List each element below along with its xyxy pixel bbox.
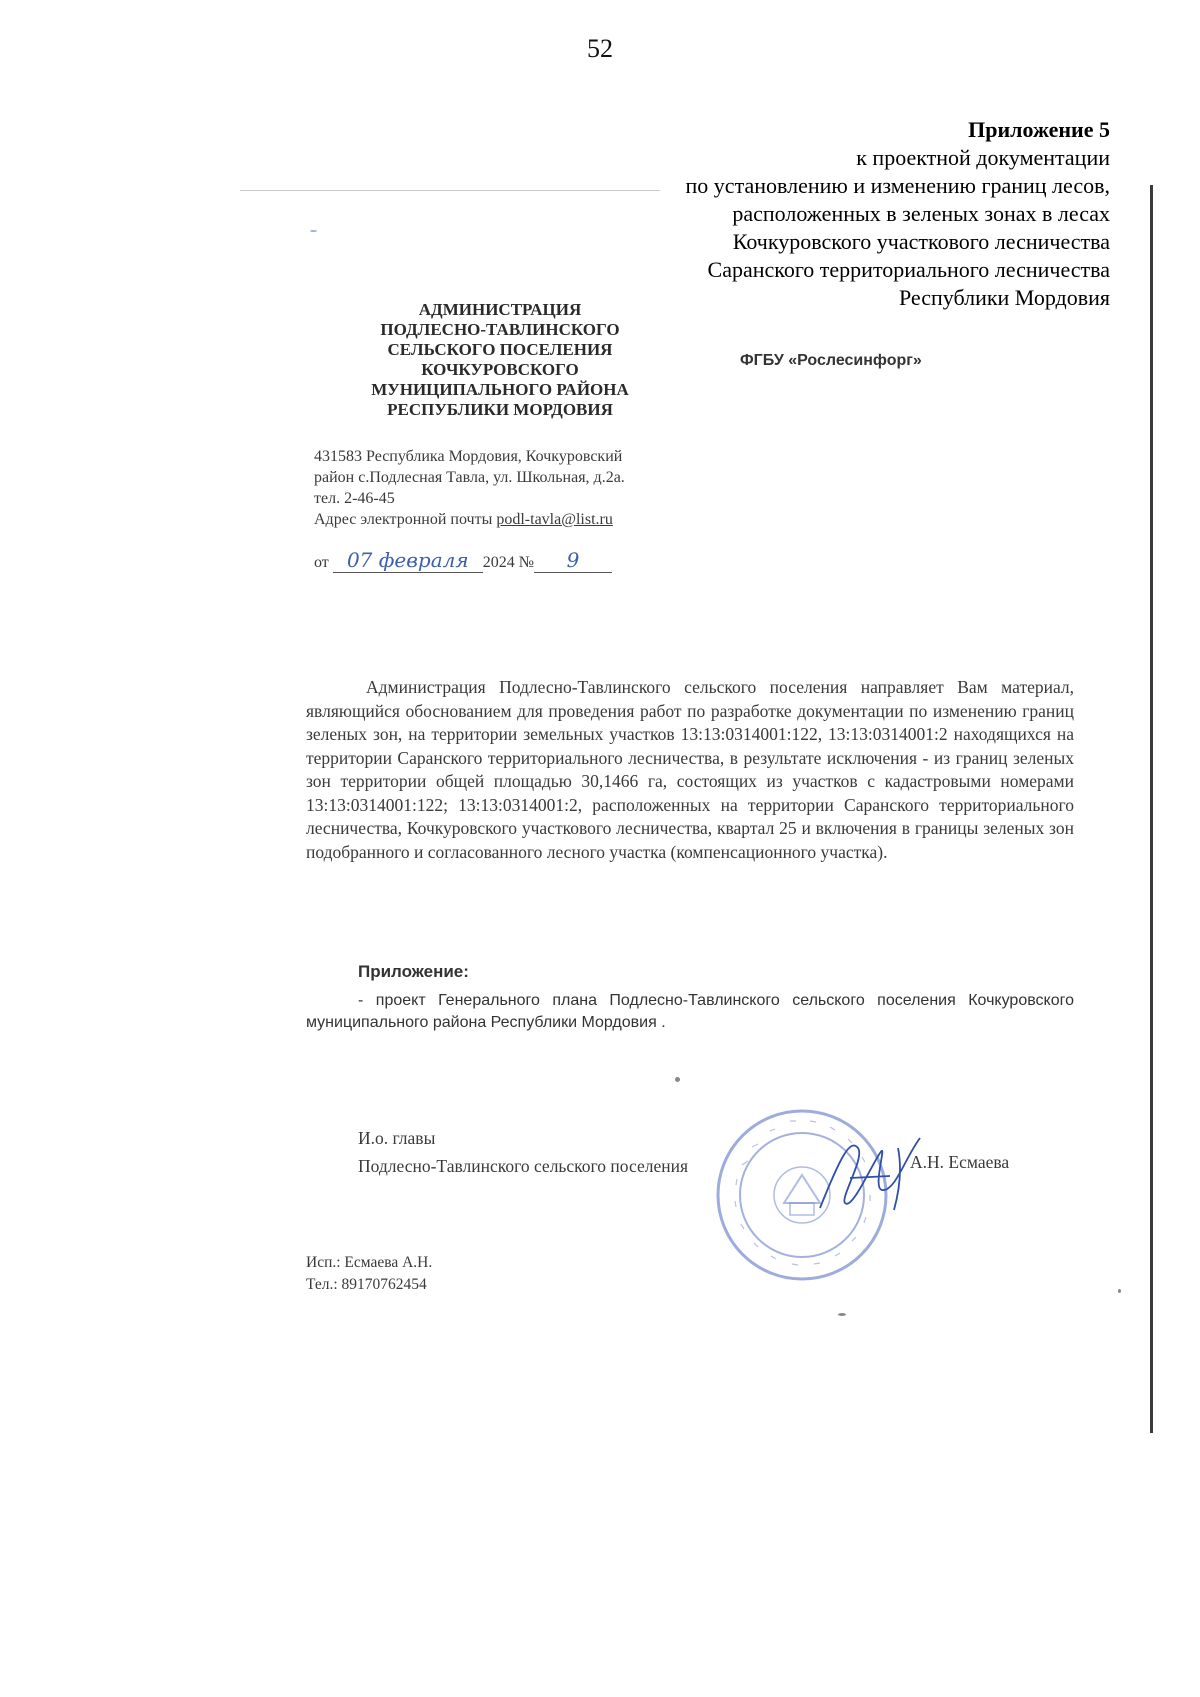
scan-edge-line [1150,185,1153,1433]
appendix-line: к проектной документации [856,145,1110,170]
email-link[interactable]: podl-tavla@list.ru [496,511,613,528]
org-line: СЕЛЬСКОГО ПОСЕЛЕНИЯ [387,340,613,359]
org-line: МУНИЦИПАЛЬНОГО РАЙОНА [371,380,629,399]
scan-speck [675,1077,680,1082]
appendix-line: по установлению и изменению границ лесов, [685,173,1110,198]
attachment-title: Приложение: [358,962,469,981]
org-line: РЕСПУБЛИКИ МОРДОВИЯ [387,400,613,419]
scan-edge-line [240,190,660,191]
address-line: 431583 Республика Мордовия, Кочкуровский [314,448,623,465]
signatory-role [358,1124,688,1180]
appendix-line: Республики Мордовия [898,285,1110,310]
appendix-title: Приложение 5 [968,117,1110,142]
attachment-text: - проект Генерального плана Подлесно-Тавлинского сельского поселения Кочкуровского муниципального района Республики Мордовия . [306,992,1074,1031]
org-line: ПОДЛЕСНО-ТАВЛИНСКОГО [380,320,620,339]
handwritten-signature [810,1128,930,1218]
appendix-header [686,116,1110,312]
ref-from-label: от [314,554,329,571]
executor-name: Исп.: Есмаева А.Н. [306,1254,433,1271]
sender-address [314,446,625,530]
scan-speck [838,1313,846,1316]
email-line [314,509,625,530]
address-line: тел. 2-46-45 [314,490,395,507]
scan-speck [310,230,317,232]
signatory-role-line: И.о. главы [358,1128,436,1148]
appendix-line: Кочкуровского участкового лесничества [732,229,1110,254]
address-line: район с.Подлесная Тавла, ул. Школьная, д.2а. [314,469,625,486]
signatory-role-line: Подлесно-Тавлинского сельского поселения [358,1156,688,1176]
reference-line [314,548,612,573]
appendix-line: расположенных в зеленых зонах в лесах [732,201,1110,226]
ref-number-field [534,548,612,573]
ref-number-label: № [518,554,535,571]
ref-number-handwritten: 9 [566,548,580,572]
signatory-name: А.Н. Есмаева [910,1152,1010,1172]
org-line: АДМИНИСТРАЦИЯ [418,300,582,319]
appendix-line: Саранского территориального лесничества [707,257,1110,282]
executor-phone: Тел.: 89170762454 [306,1276,427,1293]
page-number: 52 [587,34,613,63]
org-line: КОЧКУРОВСКОГО [421,360,579,379]
sender-organization [330,300,670,420]
ref-year: 2024 [482,554,515,571]
executor-info [306,1252,432,1296]
ref-date-handwritten: 07 февраля [346,548,469,572]
email-label: Адрес электронной почты [314,511,497,528]
letter-body: Администрация Подлесно-Тавлинского сельского поселения направляет Вам материал, являющийся обоснованием для проведения работ по разработке документации по изменению границ зеленых зон, на территории земельных участков 13:13:0314001:122, 13:13:0314001:2 находящихся на территории Саранского территориального лесничества, в результате исключения - из границ зеленых зон территории общей площадью 30,1466 га, состоящих из участков с кадастровыми номерами 13:13:0314001:122; 13:13:0314001:2, расположенных на территории Саранского территориального лесничества, Кочкуровского участкового лесничества, квартал 25 и включения в границы зеленых зон подобранного и согласованного лесного участка (компенсационного участка). [306,677,1074,862]
ref-date-field [333,548,483,573]
scan-speck [1118,1289,1121,1293]
recipient: ФГБУ «Рослесинфорг» [740,352,922,369]
